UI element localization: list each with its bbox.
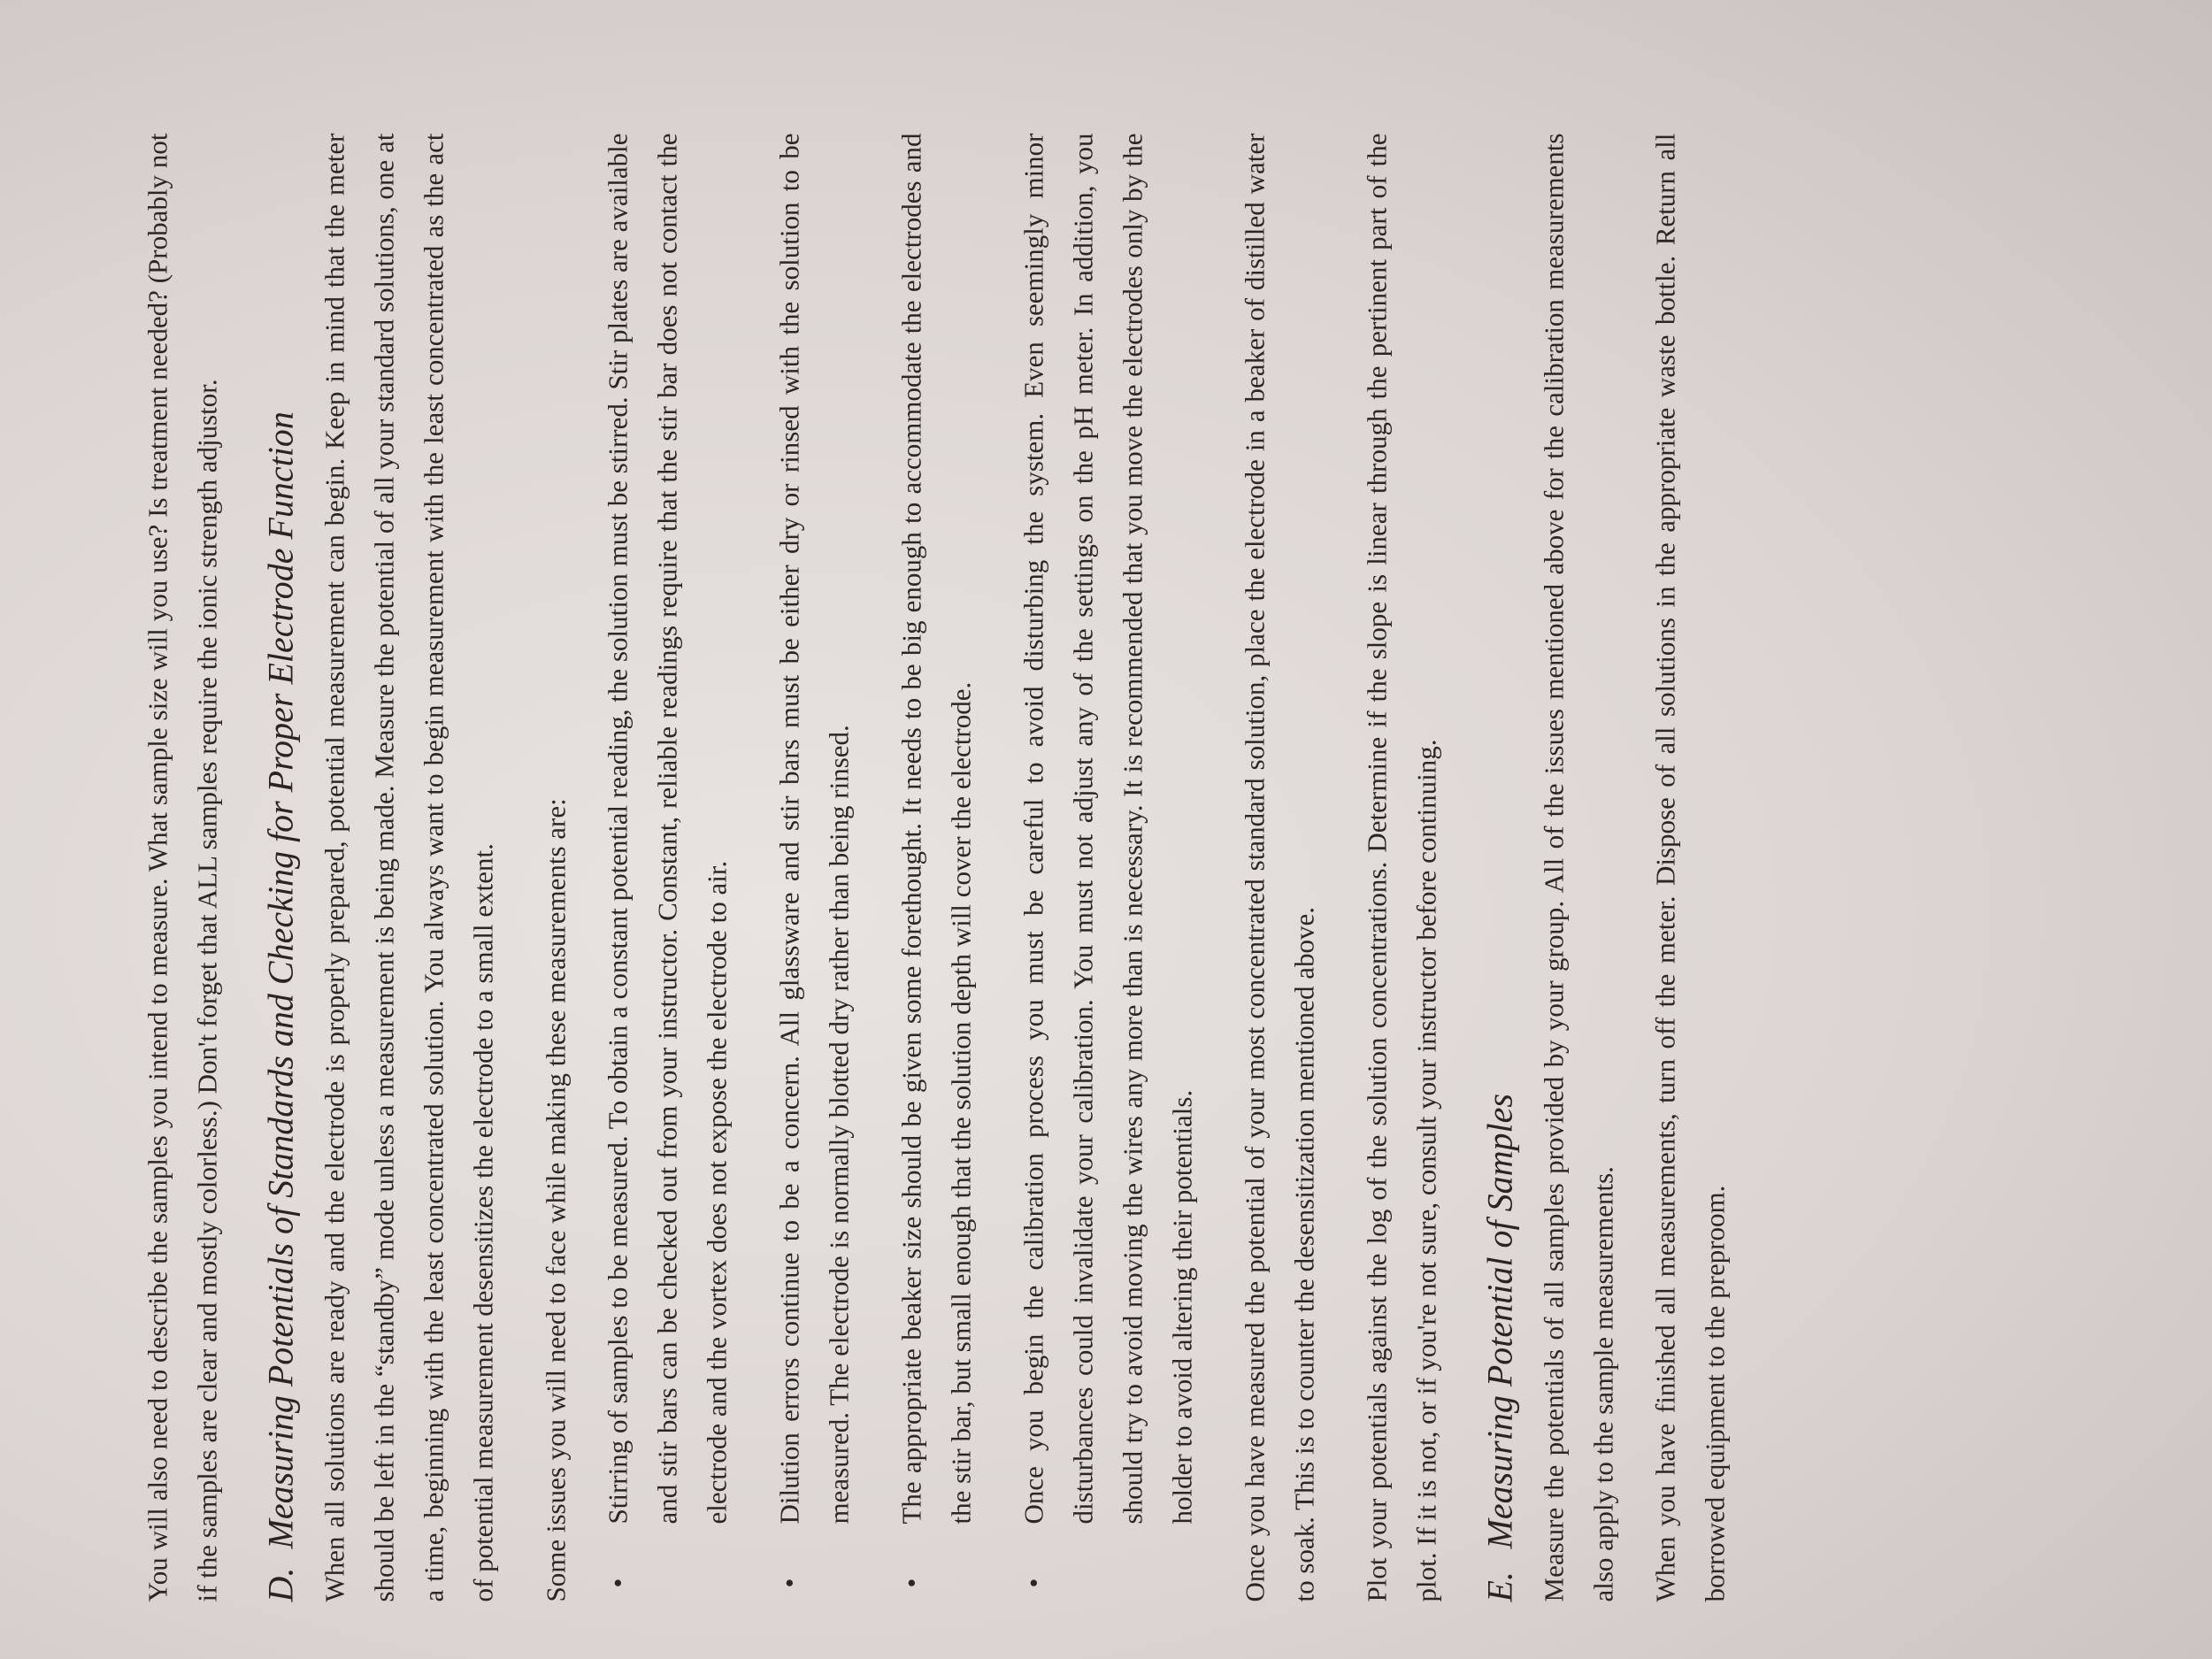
section-d-letter: D.	[260, 1567, 300, 1601]
bullet-icon: •	[895, 1578, 926, 1587]
issues-list	[593, 133, 1207, 1601]
issue-text: Once you begin the calibration process you must be careful to avoid disturbing the system. Even seemingly minor disturbances could invalidate your calibration. You must not adjust any of the settings on the pH meter. In addition, you should try to avoid moving the wires any more than is necessary. It is recommended that you move the electrodes only by the holder to avoid altering their potentials.	[1018, 133, 1197, 1524]
list-item	[887, 133, 986, 1601]
list-item	[593, 133, 741, 1601]
issue-text: The appropriate beaker size should be given some forethought. It needs to be big enough to accommodate the electrodes and the stir bar, but small enough that the solution depth will cover the electrode.	[895, 133, 976, 1524]
section-d-paragraph-3: Plot your potentials against the log of the solution concentrations. Determine if the slope is linear through the pertinent part of the plot. If it is not, or if you're not sure, consult your instructor before continuing.	[1361, 133, 1441, 1601]
bullet-icon: •	[602, 1578, 633, 1587]
section-e-letter: E.	[1479, 1571, 1519, 1601]
issue-text: Stirring of samples to be measured. To obtain a constant potential reading, the solution must be stirred. Stir plates are available and stir bars can be checked out from your instructor. Constant, reliable readings require that the stir bar does not contact the electrode and the vortex does not expose the electrode to air.	[602, 133, 732, 1524]
issue-text: Dilution errors continue to be a concern. All glassware and stir bars must be either dry or rinsed with the solution to be measured. The electrode is normally blotted dry rather than being rinsed.	[773, 133, 854, 1524]
section-d-paragraph-1: When all solutions are ready and the electrode is properly prepared, potential measurement can begin. Keep in mind that the meter should be left in the “standby” mode unless a measurement is being made. Measure the potential of all your standard solutions, one at a time, beginning with the least concentrated solution. You always want to begin measurement with the least concentrated as the act of potential measurement desensitizes the electrode to a small extent.	[319, 133, 498, 1601]
section-e-paragraph-1: Measure the potentials of all samples provided by your group. All of the issues mentioned above for the calibration measurements also apply to the sample measurements.	[1538, 133, 1618, 1601]
section-e-paragraph-2: When you have finished all measurements, turn off the meter. Dispose of all solutions in the appropriate waste bottle. Return all borrowed equipment to the preproom.	[1649, 133, 1730, 1601]
section-d-heading	[257, 133, 304, 1601]
list-item	[1009, 133, 1207, 1601]
bullet-icon: •	[1018, 1578, 1048, 1587]
section-e-heading	[1476, 133, 1524, 1601]
section-d-paragraph-2: Once you have measured the potential of your most concentrated standard solution, place the electrode in a beaker of distilled water to soak. This is to counter the desensitization mentioned above.	[1239, 133, 1319, 1601]
list-item	[764, 133, 864, 1601]
issues-intro: Some issues you will need to face while making these measurements are:	[540, 797, 571, 1601]
bullet-icon: •	[773, 1578, 804, 1587]
section-e-title: Measuring Potential of Samples	[1479, 1093, 1519, 1548]
section-d-title: Measuring Potentials of Standards and Checking for Proper Electrode Function	[260, 411, 300, 1548]
intro-paragraph: You will also need to describe the samples you intend to measure. What sample size will you use? Is treatment needed? (Probably not if the samples are clear and mostly colorless.) Don't forget that ALL samples require the ionic strength adjustor.	[142, 133, 222, 1601]
